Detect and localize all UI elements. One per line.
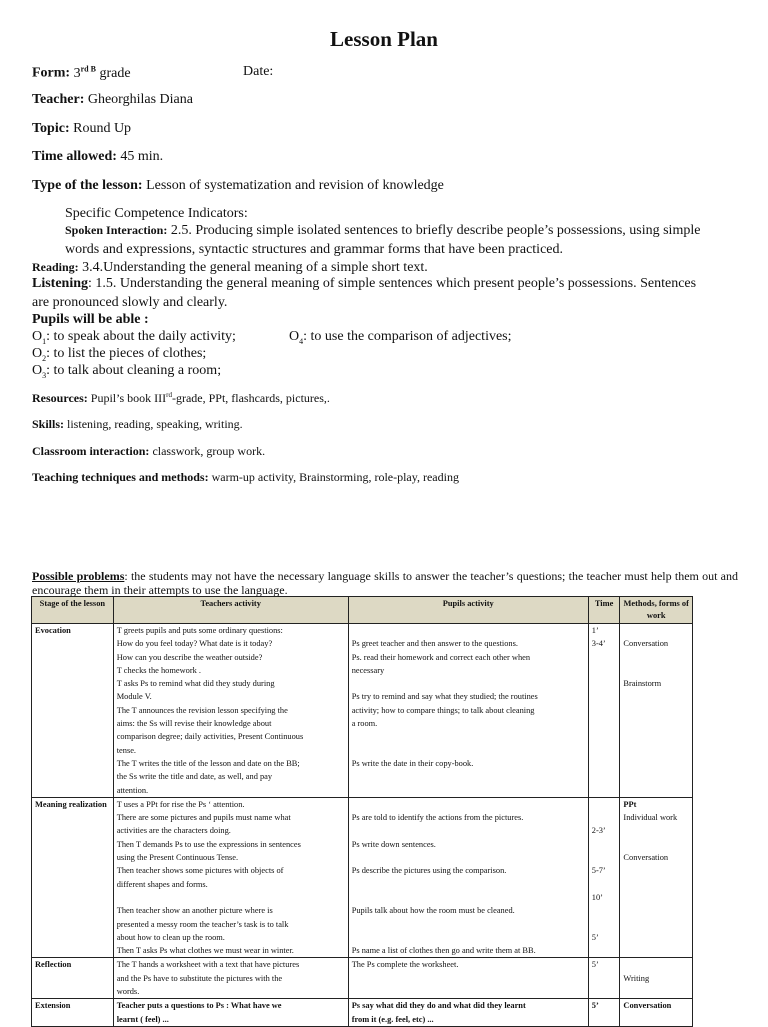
cell-line: 3-4’ — [591, 639, 606, 649]
header-teacher-activity: Teachers activity — [113, 597, 348, 624]
cell-line — [352, 798, 585, 811]
cell-line: 5’ — [591, 960, 599, 970]
cell-line: activities are the characters doing. — [116, 826, 231, 836]
skills-label: Skills: — [32, 417, 65, 431]
techniques-label: Teaching techniques and methods: — [32, 470, 209, 484]
listening-label: Listening — [32, 276, 89, 291]
header-methods: Methods, forms of work — [620, 597, 693, 624]
teacher-activity-cell — [113, 797, 348, 958]
cell-line — [623, 824, 689, 837]
pupils-activity-cell — [348, 797, 588, 958]
cell-line: Ps try to remind and say what they studied; the routines — [351, 692, 538, 702]
cell-line: 5-7’ — [591, 866, 606, 876]
header-time: Time — [588, 597, 620, 624]
interaction-line: Classroom interaction: classwork, group work. — [32, 444, 266, 458]
cell-line — [352, 677, 585, 690]
cell-line: The T writes the title of the lesson and date on the BB; — [116, 758, 300, 768]
lesson-type-line — [32, 178, 444, 194]
cell-line: Ps describe the pictures using the comparison. — [351, 866, 507, 876]
header-stage: Stage of the lesson — [32, 597, 114, 624]
pupils-activity-cell — [348, 624, 588, 798]
time-cell — [588, 999, 620, 1027]
competence-heading: Specific Competence Indicators: — [65, 206, 248, 221]
cell-line — [352, 624, 585, 637]
cell-line: learnt ( feel) ... — [116, 1014, 169, 1024]
cell-line: comparison degree; daily activities, Present Continuous — [116, 732, 304, 742]
time-line — [32, 149, 163, 165]
cell-line — [623, 624, 689, 637]
cell-line: T greets pupils and puts some ordinary questions: — [116, 626, 283, 635]
cell-line: Module V. — [116, 692, 152, 702]
teacher-label: Teacher: — [32, 92, 85, 107]
cell-line: 2-3’ — [591, 826, 606, 836]
spoken-line-1: Spoken Interaction: 2.5. Producing simple isolated sentences to briefly describe people’s possessions, using simple — [65, 223, 701, 238]
cell-line: 1’ — [591, 626, 599, 635]
objective-o3: $O_3$: to talk about cleaning a room; — [32, 363, 222, 380]
resources-line: Resources: Pupil’s book IIIrd-grade, PPt, flashcards, pictures,. — [32, 391, 330, 405]
cell-line: a room. — [351, 719, 378, 729]
time-value: 45 min. — [120, 149, 164, 164]
time-cell — [588, 624, 620, 798]
cell-line: Individual work — [623, 813, 678, 823]
objective-o1: $O_1$: to speak about the daily activity; — [32, 329, 236, 346]
lesson-type-label: Type of the lesson: — [32, 178, 143, 193]
cell-line: 10’ — [591, 892, 603, 902]
cell-line — [592, 904, 617, 917]
form-line — [32, 64, 131, 82]
cell-line: Then teacher show an another picture where is — [116, 906, 273, 916]
table-row — [32, 797, 693, 958]
skills-line: Skills: listening, reading, speaking, writing. — [32, 417, 243, 431]
cell-line — [623, 958, 689, 971]
cell-line — [623, 651, 689, 664]
cell-line: Ps greet teacher and then answer to the questions. — [351, 639, 518, 649]
cell-line: activity; how to compare things; to talk about cleaning — [351, 705, 535, 715]
cell-line: Ps. read their homework and correct each other when — [351, 652, 531, 662]
cell-line — [592, 838, 617, 851]
cell-line — [352, 931, 585, 944]
cell-line: The T hands a worksheet with a text that have pictures — [116, 960, 300, 970]
cell-line: necessary — [351, 665, 385, 675]
page-title: Lesson Plan — [330, 27, 438, 51]
form-value: $3^{rd B}$ grade — [73, 64, 131, 81]
cell-line: Then teacher shows some pictures with objects of — [116, 866, 284, 876]
cell-line: Writing — [623, 973, 650, 983]
cell-line — [592, 811, 617, 824]
topic-label: Topic: — [32, 121, 70, 136]
cell-line: Ps write down sentences. — [351, 839, 436, 849]
cell-line — [352, 730, 585, 743]
objective-o4: $O_4$: to use the comparison of adjectives; — [289, 329, 512, 346]
cell-line — [352, 824, 585, 837]
cell-line: Ps are told to identify the actions from the pictures. — [351, 813, 524, 823]
cell-line: Conversation — [623, 853, 669, 863]
cell-line: PPt — [623, 799, 637, 809]
cell-line: aims: the Ss will revise their knowledge about — [116, 719, 272, 729]
table-row — [32, 624, 693, 798]
form-label: Form: — [32, 65, 71, 81]
methods-cell — [620, 624, 693, 798]
table-header-row — [32, 597, 693, 624]
table-row — [32, 999, 693, 1027]
methods-cell — [620, 999, 693, 1027]
cell-line — [623, 664, 689, 677]
cell-line — [592, 878, 617, 891]
pupils-activity-cell — [348, 999, 588, 1027]
cell-line: How can you describe the weather outside? — [116, 652, 263, 662]
cell-line: Pupils talk about how the room must be cleaned. — [351, 906, 515, 916]
cell-line — [352, 744, 585, 757]
date-label: Date: — [243, 64, 274, 79]
cell-line: How do you feel today? What date is it today? — [116, 639, 273, 649]
resources-label: Resources: — [32, 391, 88, 405]
cell-line — [352, 891, 585, 904]
cell-line — [352, 851, 585, 864]
teacher-value: Gheorghilas Diana — [87, 92, 193, 107]
reading-label: Reading: — [32, 260, 79, 274]
cell-line: Meaning realization — [35, 799, 107, 809]
cell-line: T asks Ps to remind what did they study during — [116, 679, 275, 689]
stage-cell — [32, 797, 114, 958]
spoken-line-2: words and expressions, syntactic structures and grammar forms that have been practiced. — [65, 242, 563, 257]
problems-label: Possible problems — [32, 569, 125, 583]
listening-line-1: Listening: 1.5. Understanding the general meaning of simple sentences which present people’s possessions. Sentences — [32, 276, 697, 291]
time-cell — [588, 958, 620, 999]
teacher-activity-cell — [113, 958, 348, 999]
lesson-table — [31, 596, 693, 1027]
techniques-line: Teaching techniques and methods: warm-up activity, Brainstorming, role-play, reading — [32, 470, 459, 484]
pupils-activity-cell — [348, 958, 588, 999]
cell-line: tense. — [116, 745, 137, 755]
cell-line: Reflection — [35, 960, 72, 970]
cell-line: 5’ — [591, 1001, 599, 1011]
reading-line: Reading: 3.4.Understanding the general meaning of a simple short text. — [32, 260, 428, 275]
listening-line-2: are pronounced slowly and clearly. — [32, 295, 228, 310]
teacher-activity-cell — [113, 624, 348, 798]
cell-line: the Ss write the title and date, as well, and pay — [116, 772, 273, 782]
cell-line — [352, 878, 585, 891]
cell-line: and the Ps have to substitute the pictures with the — [116, 973, 283, 983]
possible-problems: Possible problems: the students may not have the necessary language skills to answer the teacher’s questions; the teacher must help them out and encourage them in their attempts to use the language. — [32, 569, 739, 597]
methods-cell — [620, 797, 693, 958]
spoken-label: Spoken Interaction: — [65, 223, 168, 237]
topic-line — [32, 121, 131, 137]
cell-line: using the Present Continuous Tense. — [116, 853, 239, 863]
cell-line: There are some pictures and pupils must name what — [116, 813, 291, 823]
cell-line: T checks the homework . — [116, 665, 201, 675]
cell-line — [623, 838, 689, 851]
interaction-label: Classroom interaction: — [32, 444, 150, 458]
cell-line: Ps write the date in their copy-book. — [351, 758, 474, 768]
cell-line: different shapes and forms. — [116, 879, 208, 889]
table-row — [32, 958, 693, 999]
time-label: Time allowed: — [32, 149, 117, 164]
objectives-heading: Pupils will be able : — [32, 312, 149, 327]
stage-cell — [32, 624, 114, 798]
cell-line: about how to clean up the room. — [116, 932, 225, 942]
cell-line: Teacher puts a questions to Ps : What have we — [116, 1001, 282, 1011]
cell-line — [592, 918, 617, 931]
cell-line: Conversation — [623, 639, 669, 649]
cell-line: 5’ — [591, 932, 599, 942]
cell-line: presented a messy room the teacher’s task is to talk — [116, 919, 289, 929]
cell-line: Evocation — [35, 626, 71, 635]
cell-line: attention. — [116, 785, 149, 795]
cell-line: Conversation — [623, 1001, 672, 1011]
objective-o2: $O_2$: to list the pieces of clothes; — [32, 346, 207, 363]
stage-cell — [32, 999, 114, 1027]
time-cell — [588, 797, 620, 958]
methods-cell — [620, 958, 693, 999]
cell-line: Then T demands Ps to use the expressions in sentences — [116, 839, 301, 849]
header-pupils-activity: Pupils activity — [348, 597, 588, 624]
lesson-type-value: Lesson of systematization and revision of knowledge — [146, 178, 444, 193]
teacher-activity-cell — [113, 999, 348, 1027]
teacher-line — [32, 92, 193, 108]
cell-line: Then T asks Ps what clothes we must wear in winter. — [116, 946, 294, 956]
cell-line: Ps name a list of clothes then go and write them at BB. — [351, 946, 536, 956]
cell-line — [352, 918, 585, 931]
cell-line — [117, 891, 345, 904]
cell-line: Extension — [35, 1001, 71, 1011]
cell-line: from it (e.g. feel, etc) ... — [351, 1014, 434, 1024]
cell-line: The Ps complete the worksheet. — [351, 960, 459, 970]
topic-value: Round Up — [73, 121, 132, 136]
cell-line — [592, 798, 617, 811]
cell-line: T uses a PPt for rise the Ps ‘ attention. — [116, 799, 245, 809]
cell-line: The T announces the revision lesson specifying the — [116, 705, 288, 715]
cell-line: Ps say what did they do and what did they learnt — [351, 1001, 526, 1011]
cell-line: words. — [116, 987, 140, 997]
cell-line — [592, 851, 617, 864]
cell-line: Brainstorm — [623, 679, 662, 689]
stage-cell — [32, 958, 114, 999]
